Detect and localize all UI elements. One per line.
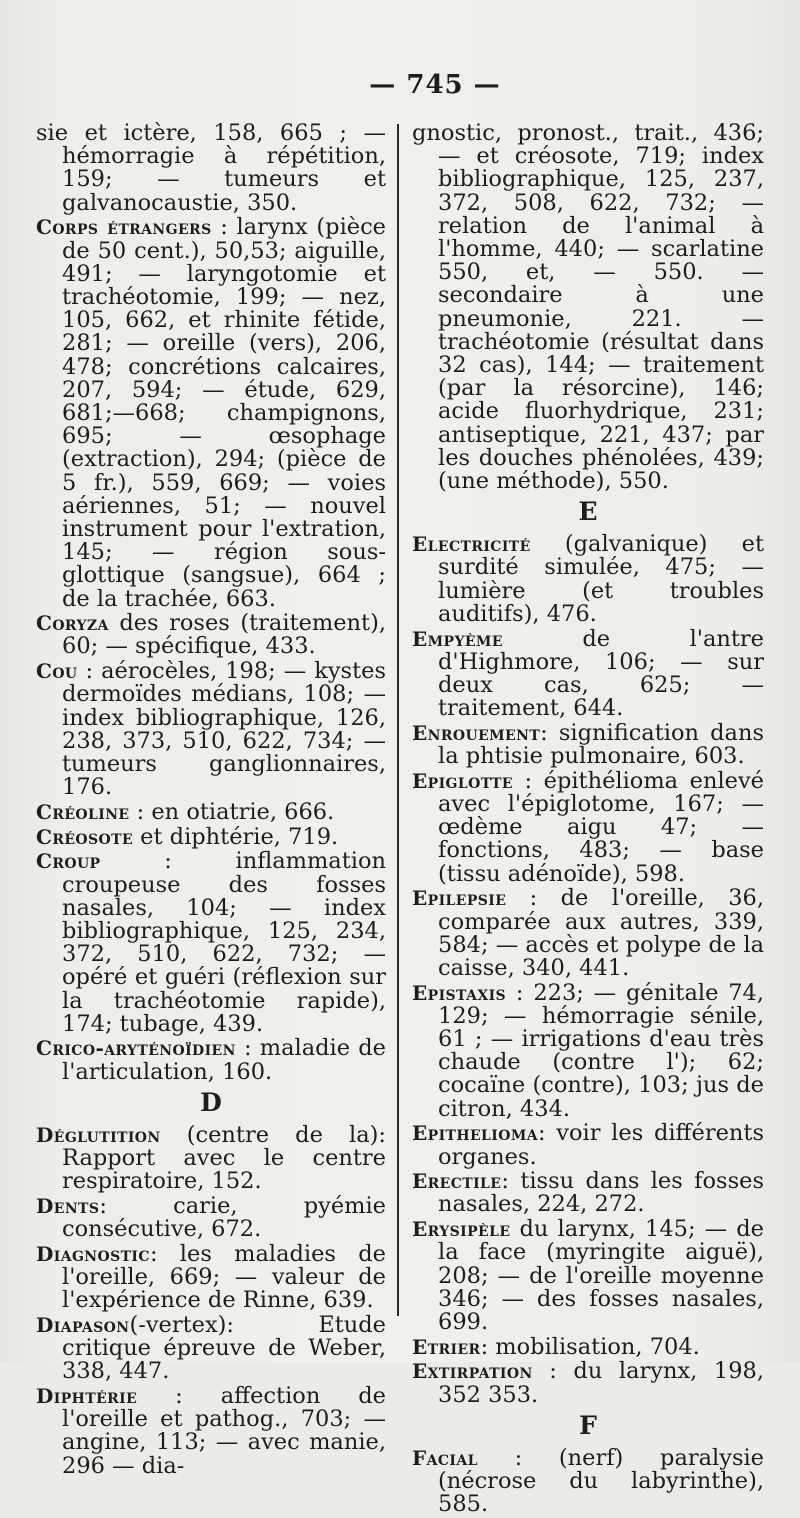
entry-text: : épithélioma enlevé avec l'épiglotome, 167; — œdème aigu 47; — fonctions, 483; — base (tissu adénoïde), 598. (438, 767, 764, 887)
entry-text: : larynx (pièce de 50 cent.), 50,53; aiguille, 491; — laryngotomie et trachéotomie, 199; — nez, 105, 662, et rhinite fétide, 281; — oreille (vers), 206, 478; concrétions calcaires, 207, 594; — étude, 629, 681;—668; champignons, 695; — œsophage (extraction), 294; (pièce de 5 fr.), 559, 669; — voies aériennes, 51; — nouvel instrument pour l'extration, 145; — région sous-glottique (sangsue), 664 ; de la trachée, 663. (62, 214, 387, 612)
section-letter: F (579, 1410, 597, 1440)
index-entry (412, 1218, 764, 1334)
index-entry (36, 1037, 386, 1083)
entry-text: : signification dans la phtisie pulmonaire, 603. (438, 719, 764, 770)
entry-text: du larynx, 145; — de la face (myringite aiguë), 208; — de l'oreille moyenne 346; — des fosses nasales, 699. (438, 1216, 764, 1335)
index-entry (412, 533, 764, 626)
entry-headword: Créosote (36, 824, 134, 849)
entry-headword: Erysipèle (412, 1217, 511, 1242)
index-entry (412, 1122, 764, 1168)
index-entry (412, 887, 764, 980)
index-entry (36, 850, 386, 1036)
section-letter: D (200, 1087, 222, 1117)
entry-headword: Epilepsie (412, 886, 507, 911)
index-entry (412, 1170, 764, 1216)
entry-text: et diphtérie, 719. (133, 823, 339, 850)
entry-headword: Créoline (36, 799, 130, 824)
entry-text: des roses (traitement), 60; — spécifique, 433. (62, 610, 386, 660)
index-entry (36, 823, 386, 850)
index-entry (36, 1385, 386, 1478)
entry-headword: Epistaxis (412, 980, 507, 1005)
index-entry (36, 216, 386, 610)
entry-text: : tissu dans les fosses nasales, 224, 272. (438, 1168, 764, 1218)
entry-text: (centre de la): Rapport avec le centre respiratoire, 152. (62, 1121, 386, 1195)
section-letter: E (578, 497, 598, 527)
entry-headword: Coryza (36, 611, 109, 636)
entry-text: : voir les différents organes. (438, 1120, 764, 1170)
entry-headword: Déglutition (36, 1122, 161, 1147)
entry-text: gnostic, pronost., trait., 436; — et créosote, 719; index bibliographique, 125, 237, 372, 508, 622, 732; — relation de l'animal à l'homme, 440; — scarlatine 550, et, — 550. — secondaire à une pneumonie, 221. — trachéotomie (résultat dans 32 cas), 144; — traitement (par la résorcine), 146; acide fluorhydrique, 231; antiseptique, 221, 437; par les douches phénolées, 439; (une méthode), 550. (412, 120, 764, 495)
index-entry (36, 1240, 386, 1314)
index-entry (36, 1121, 386, 1195)
entry-text: : carie, pyémie consécutive, 672. (62, 1192, 386, 1243)
entry-headword: Extirpation (412, 1359, 533, 1384)
index-entry (412, 122, 764, 493)
entry-headword: Empyème (412, 626, 503, 651)
index-entry (412, 625, 764, 722)
column-divider (397, 124, 399, 1316)
entry-headword: Crico-aryténoïdien (36, 1036, 236, 1061)
index-entry (412, 1333, 764, 1360)
index-entry (36, 1311, 386, 1385)
entry-text: : aérocèles, 198; — kystes dermoïdes médians, 108; — index bibliographique, 126, 238, 373, 510, 622, 734; — tumeurs ganglionnaires, 176. (62, 658, 386, 801)
entry-headword: Etrier (412, 1334, 481, 1359)
right-column (412, 122, 764, 1518)
index-entry (36, 122, 386, 215)
entry-text: (galvanique) et surdité simulée, 475; — lumière (et troubles auditifs), 476. (438, 531, 764, 627)
index-entry (412, 1360, 764, 1406)
entry-text: : les maladies de l'oreille, 669; — valeur de l'expérience de Rinne, 639. (62, 1240, 386, 1314)
entry-headword: Epiglotte (412, 768, 513, 793)
entry-text: sie et ictère, 158, 665 ; — hémorragie à répétition, 159; — tumeurs et galvanocaustie, 350. (36, 120, 386, 216)
entry-text: : (nerf) paralysie (nécrose du labyrinthe), 585. (438, 1444, 764, 1518)
page-number: — 745 — (369, 70, 501, 100)
entry-headword: Epithelioma (412, 1121, 538, 1146)
entry-text: : en otiatrie, 666. (129, 798, 335, 825)
entry-headword: Croup (36, 849, 101, 874)
index-entry (36, 612, 386, 658)
entry-text: : du larynx, 198, 352 353. (438, 1358, 764, 1408)
index-entry (412, 767, 764, 887)
entry-text: : maladie de l'articulation, 160. (62, 1035, 386, 1085)
index-entry (36, 798, 386, 825)
entry-text: : mobilisation, 704. (480, 1333, 700, 1360)
index-entry (412, 719, 764, 770)
entry-headword: Diphtérie (36, 1384, 138, 1409)
index-entry (36, 1192, 386, 1243)
entry-headword: Electricité (412, 532, 531, 557)
index-entry (412, 979, 764, 1122)
left-column (36, 122, 386, 1479)
entry-headword: Diapason (36, 1312, 130, 1337)
entry-headword: Diagnostic (36, 1241, 150, 1266)
index-entry (36, 660, 386, 799)
entry-headword: Erectile (412, 1169, 502, 1194)
entry-text: : inflammation croupeuse des fosses nasales, 104; — index bibliographique, 125, 234, 372, 510, 622, 732; — opéré et guéri (réflexion sur la trachéotomie rapide), 174; tubage, 439. (62, 848, 386, 1037)
entry-text: (-vertex): Etude critique épreuve de Weber, 338, 447. (62, 1311, 386, 1385)
entry-text: : de l'oreille, 36, comparée aux autres, 339, 584; — accès et polype de la caisse, 340, 441. (438, 885, 764, 981)
entry-headword: Dents (36, 1193, 100, 1218)
entry-headword: Facial (412, 1445, 478, 1470)
index-entry (412, 1444, 764, 1518)
entry-headword: Corps étrangers (36, 215, 212, 240)
entry-text: : affection de l'oreille et pathog., 703; — angine, 113; — avec manie, 296 — dia- (62, 1383, 386, 1479)
entry-text: de l'antre d'Highmore, 106; — sur deux cas, 625; — traitement, 644. (438, 625, 764, 722)
entry-headword: Cou (36, 659, 78, 684)
entry-text: : 223; — génitale 74, 129; — hémorragie sénile, 61 ; — irrigations d'eau très chaude (contre l'); 62; cocaïne (contre), 103; jus de citron, 434. (438, 979, 764, 1122)
entry-headword: Enrouement (412, 720, 541, 745)
